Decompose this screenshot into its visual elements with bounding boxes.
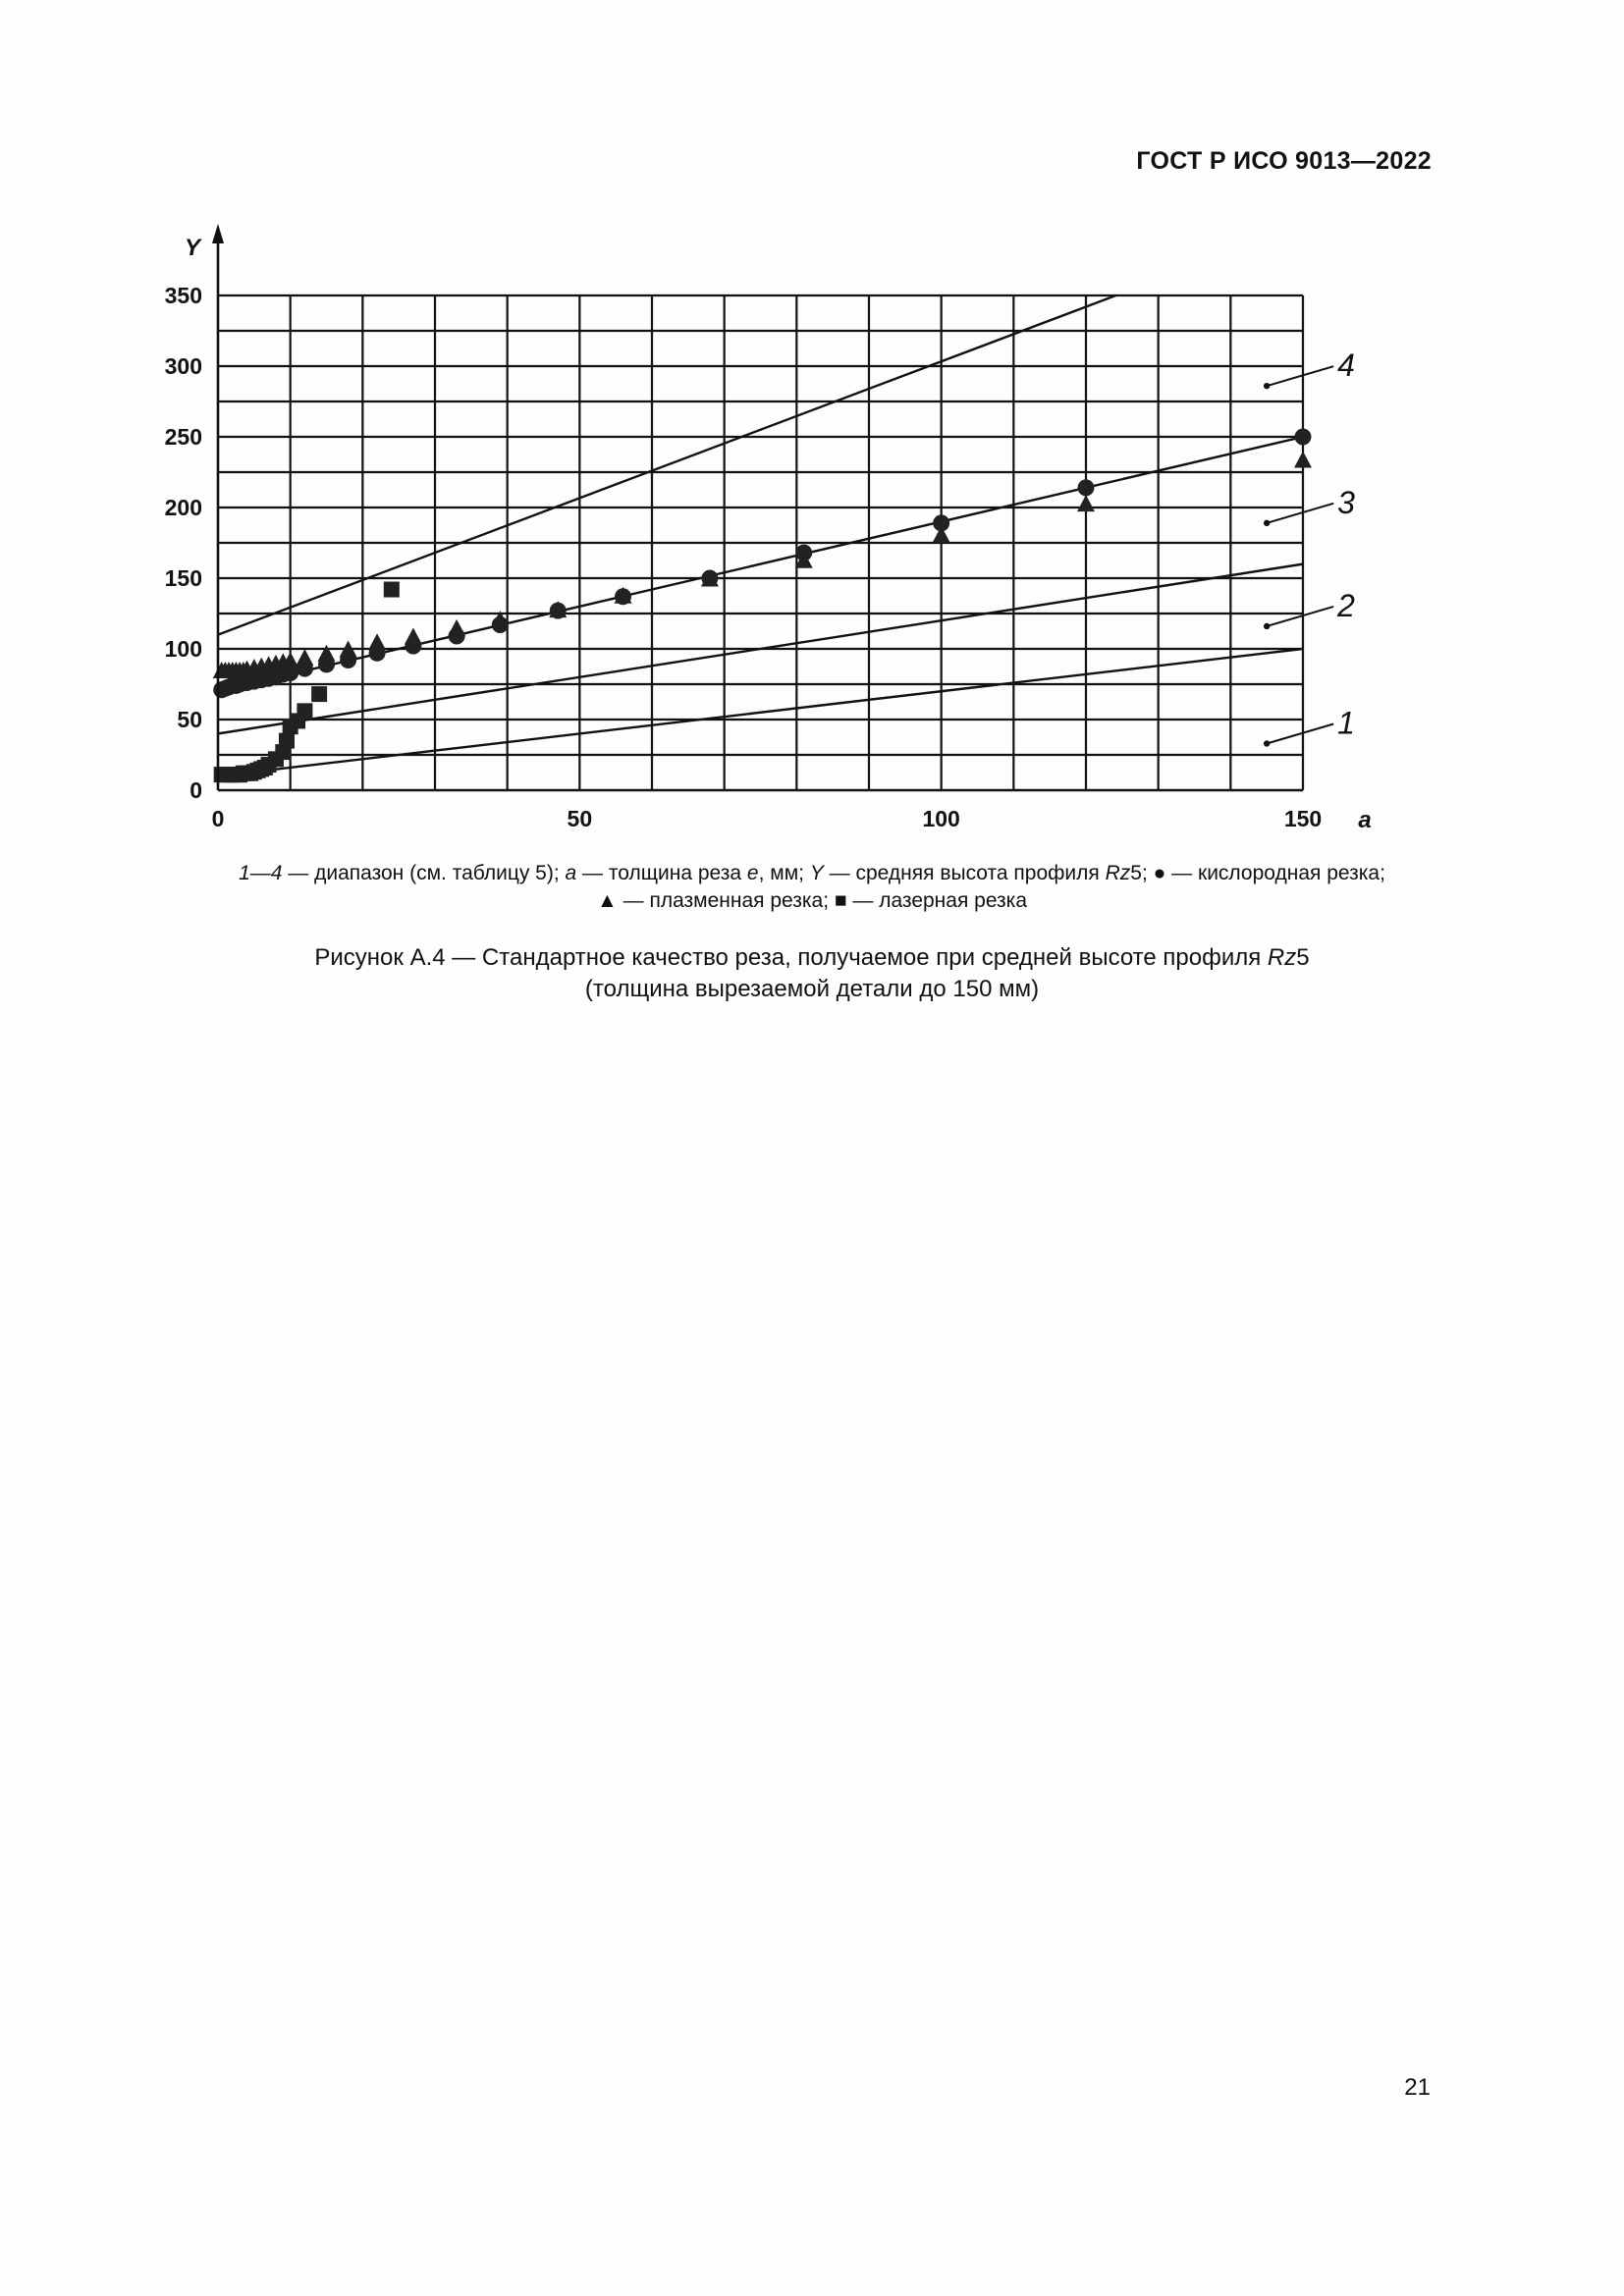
range-annotation-leader xyxy=(1267,504,1333,523)
legend-e-symbol: e xyxy=(746,862,759,884)
legend-e-text: , мм; xyxy=(758,862,810,884)
caption-text: Рисунок А.4 — Стандартное качество реза, получаемое при средней высоте профиля xyxy=(314,944,1268,971)
point-triangle xyxy=(405,627,422,644)
x-tick-label: 150 xyxy=(1283,806,1323,831)
legend-square-text: — лазерная резка xyxy=(846,889,1028,912)
y-tick-label: 200 xyxy=(164,495,202,520)
legend-x-text: — толщина реза xyxy=(576,862,747,884)
legend-rz-symbol: Rz xyxy=(1105,862,1131,884)
legend-x-symbol: a xyxy=(565,862,577,884)
point-circle xyxy=(1295,429,1312,446)
caption-line-2: (толщина вырезаемой детали до 150 мм) xyxy=(584,976,1040,1002)
y-tick-label: 150 xyxy=(164,565,202,591)
y-tick-label: 300 xyxy=(164,353,202,379)
legend-y-text: — средняя высота профиля xyxy=(823,862,1106,884)
point-triangle xyxy=(1294,451,1312,467)
legend-range-text: — диапазон (см. таблицу 5); xyxy=(282,862,566,884)
range-line-1 xyxy=(218,649,1303,776)
x-tick-label: 0 xyxy=(211,806,225,831)
y-tick-label: 100 xyxy=(164,636,202,662)
legend-range-label: 1—4 xyxy=(239,862,283,884)
range-annotation-leader xyxy=(1267,607,1333,626)
legend-circle-marker: ● xyxy=(1153,862,1166,884)
point-triangle xyxy=(448,619,465,636)
range-line-4 xyxy=(218,225,1303,635)
data-points xyxy=(213,429,1312,783)
range-annotation-leader xyxy=(1267,723,1333,743)
point-circle xyxy=(1078,479,1095,496)
point-triangle xyxy=(296,649,313,666)
point-square xyxy=(384,582,400,598)
range-lines xyxy=(218,225,1303,776)
legend-triangle-marker: ▲ xyxy=(596,889,618,912)
grid xyxy=(218,295,1303,790)
range-annotation-label: 1 xyxy=(1337,705,1355,741)
tick-labels xyxy=(165,235,1372,833)
legend-rz-text: 5; xyxy=(1130,862,1154,884)
point-square xyxy=(279,733,295,749)
legend-triangle-text: — плазменная резка; xyxy=(617,889,835,912)
y-tick-label: 50 xyxy=(177,707,202,732)
caption-rz-symbol: Rz xyxy=(1267,944,1297,971)
point-triangle xyxy=(318,645,336,662)
cut-quality-chart xyxy=(0,0,1624,864)
document-header: ГОСТ Р ИСО 9013—2022 xyxy=(1136,147,1432,175)
x-tick-label: 50 xyxy=(567,806,593,831)
legend-circle-text: — кислородная резка; xyxy=(1165,862,1385,884)
x-axis-label: a xyxy=(1358,807,1372,833)
range-annotation-label: 3 xyxy=(1337,484,1355,520)
legend-square-marker: ■ xyxy=(834,889,847,912)
legend-y-symbol: Y xyxy=(809,862,824,884)
y-axis-arrow xyxy=(212,224,224,243)
point-square xyxy=(297,703,312,719)
y-axis-label: Y xyxy=(184,235,201,261)
figure-caption xyxy=(0,942,1624,1005)
y-tick-label: 350 xyxy=(164,283,202,308)
x-tick-label: 100 xyxy=(922,806,960,831)
caption-rz-number: 5 xyxy=(1296,944,1310,971)
range-annotation-label: 4 xyxy=(1337,347,1355,384)
legend-line-1 xyxy=(0,860,1624,887)
caption-line-1 xyxy=(0,942,1624,974)
page-number: 21 xyxy=(1404,2074,1431,2101)
range-annotation-leader xyxy=(1267,366,1333,386)
point-triangle xyxy=(1077,495,1095,511)
figure-legend xyxy=(0,860,1624,915)
range-annotation-label: 2 xyxy=(1337,587,1355,623)
legend-line-2 xyxy=(0,887,1624,915)
point-square xyxy=(311,686,327,702)
range-annotations xyxy=(1264,347,1355,747)
y-tick-label: 0 xyxy=(189,777,202,803)
y-tick-label: 250 xyxy=(164,424,202,450)
point-triangle xyxy=(368,633,386,650)
